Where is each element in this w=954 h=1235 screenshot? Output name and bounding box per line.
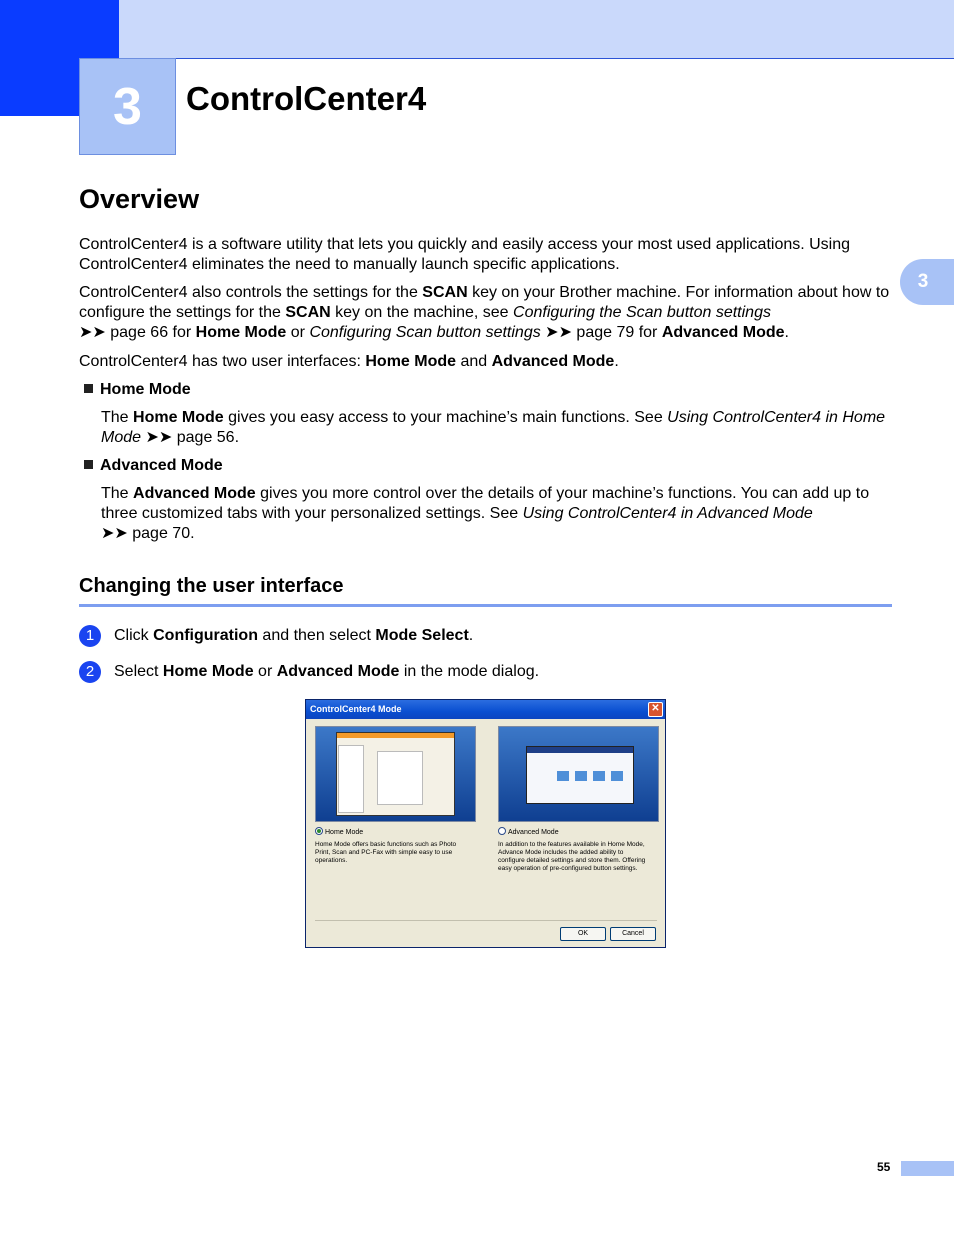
arrows-icon: ➤➤ — [79, 324, 106, 341]
dialog-title-bar — [306, 700, 665, 719]
mode-dialog — [305, 699, 666, 948]
step-2: 2 Select Home Mode or Advanced Mode in the mode dialog. — [79, 661, 539, 683]
advanced-mode-description: The Advanced Mode gives you more control over the details of your machine’s functions. You can add up to three customized tabs with your personalized settings. See Using ControlCenter4 in Advanced Mode ➤➤ page 70. — [101, 485, 870, 542]
page-number: 55 — [877, 1160, 891, 1174]
link-scan-settings-home[interactable]: Configuring the Scan button settings — [513, 304, 771, 321]
overview-paragraph-1: ControlCenter4 is a software utility that lets you quickly and easily access your most used applications. Using ControlCenter4 eliminates the need to manually launch specific applications. — [79, 236, 851, 273]
chapter-title: ControlCenter4 — [186, 80, 427, 117]
overview-paragraph-3: ControlCenter4 has two user interfaces: Home Mode and Advanced Mode. — [79, 353, 619, 370]
home-mode-preview[interactable] — [315, 726, 476, 822]
ok-button[interactable]: OK — [560, 927, 606, 941]
radio-selected-icon — [315, 827, 323, 835]
home-mode-description: The Home Mode gives you easy access to your machine’s main functions. See Using ControlCenter4 in Home Mode ➤➤ page 56. — [101, 409, 886, 446]
changing-heading: Changing the user interface — [79, 575, 344, 597]
advanced-mode-radio[interactable]: Advanced Mode — [498, 827, 559, 836]
bullet-advanced-mode: Advanced Mode — [84, 456, 223, 476]
chapter-number: 3 — [79, 58, 176, 155]
step-number-1: 1 — [79, 625, 101, 647]
cancel-button[interactable]: Cancel — [610, 927, 656, 941]
home-mode-radio[interactable]: Home Mode — [315, 827, 363, 836]
step-number-2: 2 — [79, 661, 101, 683]
heading-rule — [79, 604, 892, 607]
home-mode-dialog-description: Home Mode offers basic functions such as Photo Print, Scan and PC-Fax with simple easy to use operations. — [315, 841, 457, 864]
link-advanced-mode[interactable]: Using ControlCenter4 in Advanced Mode — [522, 505, 813, 522]
dialog-separator — [315, 920, 657, 921]
bullet-square-icon — [84, 384, 93, 393]
radio-unselected-icon — [498, 827, 506, 835]
arrows-icon: ➤➤ — [145, 429, 173, 446]
page-number-bar — [901, 1161, 954, 1176]
link-scan-settings-advanced[interactable]: Configuring Scan button settings — [309, 324, 541, 341]
arrows-icon: ➤➤ — [545, 324, 572, 341]
close-icon[interactable]: ✕ — [648, 702, 663, 717]
overview-heading: Overview — [79, 184, 200, 214]
home-mode-window-thumbnail — [336, 732, 455, 816]
arrows-icon: ➤➤ — [101, 525, 128, 542]
bullet-home-mode: Home Mode — [84, 380, 191, 400]
side-chapter-tab: 3 — [900, 259, 954, 305]
header-band — [0, 0, 954, 59]
advanced-mode-window-thumbnail — [526, 746, 634, 804]
advanced-mode-preview[interactable] — [498, 726, 659, 822]
dialog-title: ControlCenter4 Mode — [310, 704, 402, 714]
overview-paragraph-2: ControlCenter4 also controls the settings for the SCAN key on your Brother machine. For information about how to configure the settings for the SCAN key on the machine, see Configuring the Scan button settings ➤➤ page 66 for Home Mode or Configuring Scan button settings ➤➤ page 79 for Advanced Mode. — [79, 284, 890, 341]
advanced-mode-dialog-description: In addition to the features available in Home Mode, Advance Mode includes the added ability to configure detailed settings and store them. Offering easy operation of pre-configured button settings. — [498, 841, 646, 872]
bullet-square-icon — [84, 460, 93, 469]
step-1: 1 Click Configuration and then select Mode Select. — [79, 625, 473, 647]
link-home-mode[interactable]: Using ControlCenter4 in Home Mode — [101, 409, 886, 446]
